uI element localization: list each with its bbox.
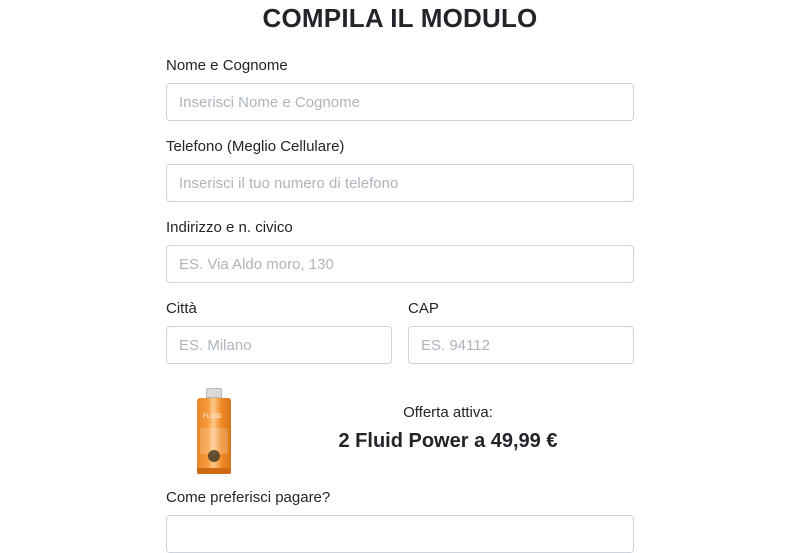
- offer-caption: Offerta attiva:: [403, 404, 493, 421]
- tube-logo-dot: [208, 450, 220, 462]
- page-title: COMPILA IL MODULO: [262, 3, 538, 33]
- field-payment: [166, 488, 634, 553]
- offer-text: [262, 402, 634, 454]
- tube-body: [197, 398, 231, 474]
- zip-input[interactable]: [408, 326, 634, 364]
- payment-select[interactable]: [166, 515, 634, 553]
- name-input[interactable]: [166, 83, 634, 121]
- name-label: Nome e Cognome: [166, 57, 288, 74]
- order-form: [166, 0, 634, 553]
- product-image: [166, 382, 262, 474]
- field-phone: [166, 137, 634, 202]
- field-city: [166, 299, 392, 364]
- offer-price: 2 Fluid Power a 49,99 €: [338, 430, 558, 452]
- payment-label: Come preferisci pagare?: [166, 489, 331, 506]
- zip-label: CAP: [408, 300, 439, 317]
- phone-input[interactable]: [166, 164, 634, 202]
- address-input[interactable]: [166, 245, 634, 283]
- phone-label: Telefono (Meglio Cellulare): [166, 138, 345, 155]
- city-input[interactable]: [166, 326, 392, 364]
- tube-brand-text: FLUID: [203, 414, 222, 420]
- tube-bottom-band: [197, 468, 231, 474]
- field-address: [166, 218, 634, 283]
- city-label: Città: [166, 300, 197, 317]
- address-label: Indirizzo e n. civico: [166, 219, 293, 236]
- city-zip-row: [166, 299, 634, 364]
- field-zip: [408, 299, 634, 364]
- product-tube-icon: [197, 388, 231, 474]
- tube-cap: [206, 388, 222, 398]
- field-name: [166, 56, 634, 121]
- offer-summary: [166, 382, 634, 474]
